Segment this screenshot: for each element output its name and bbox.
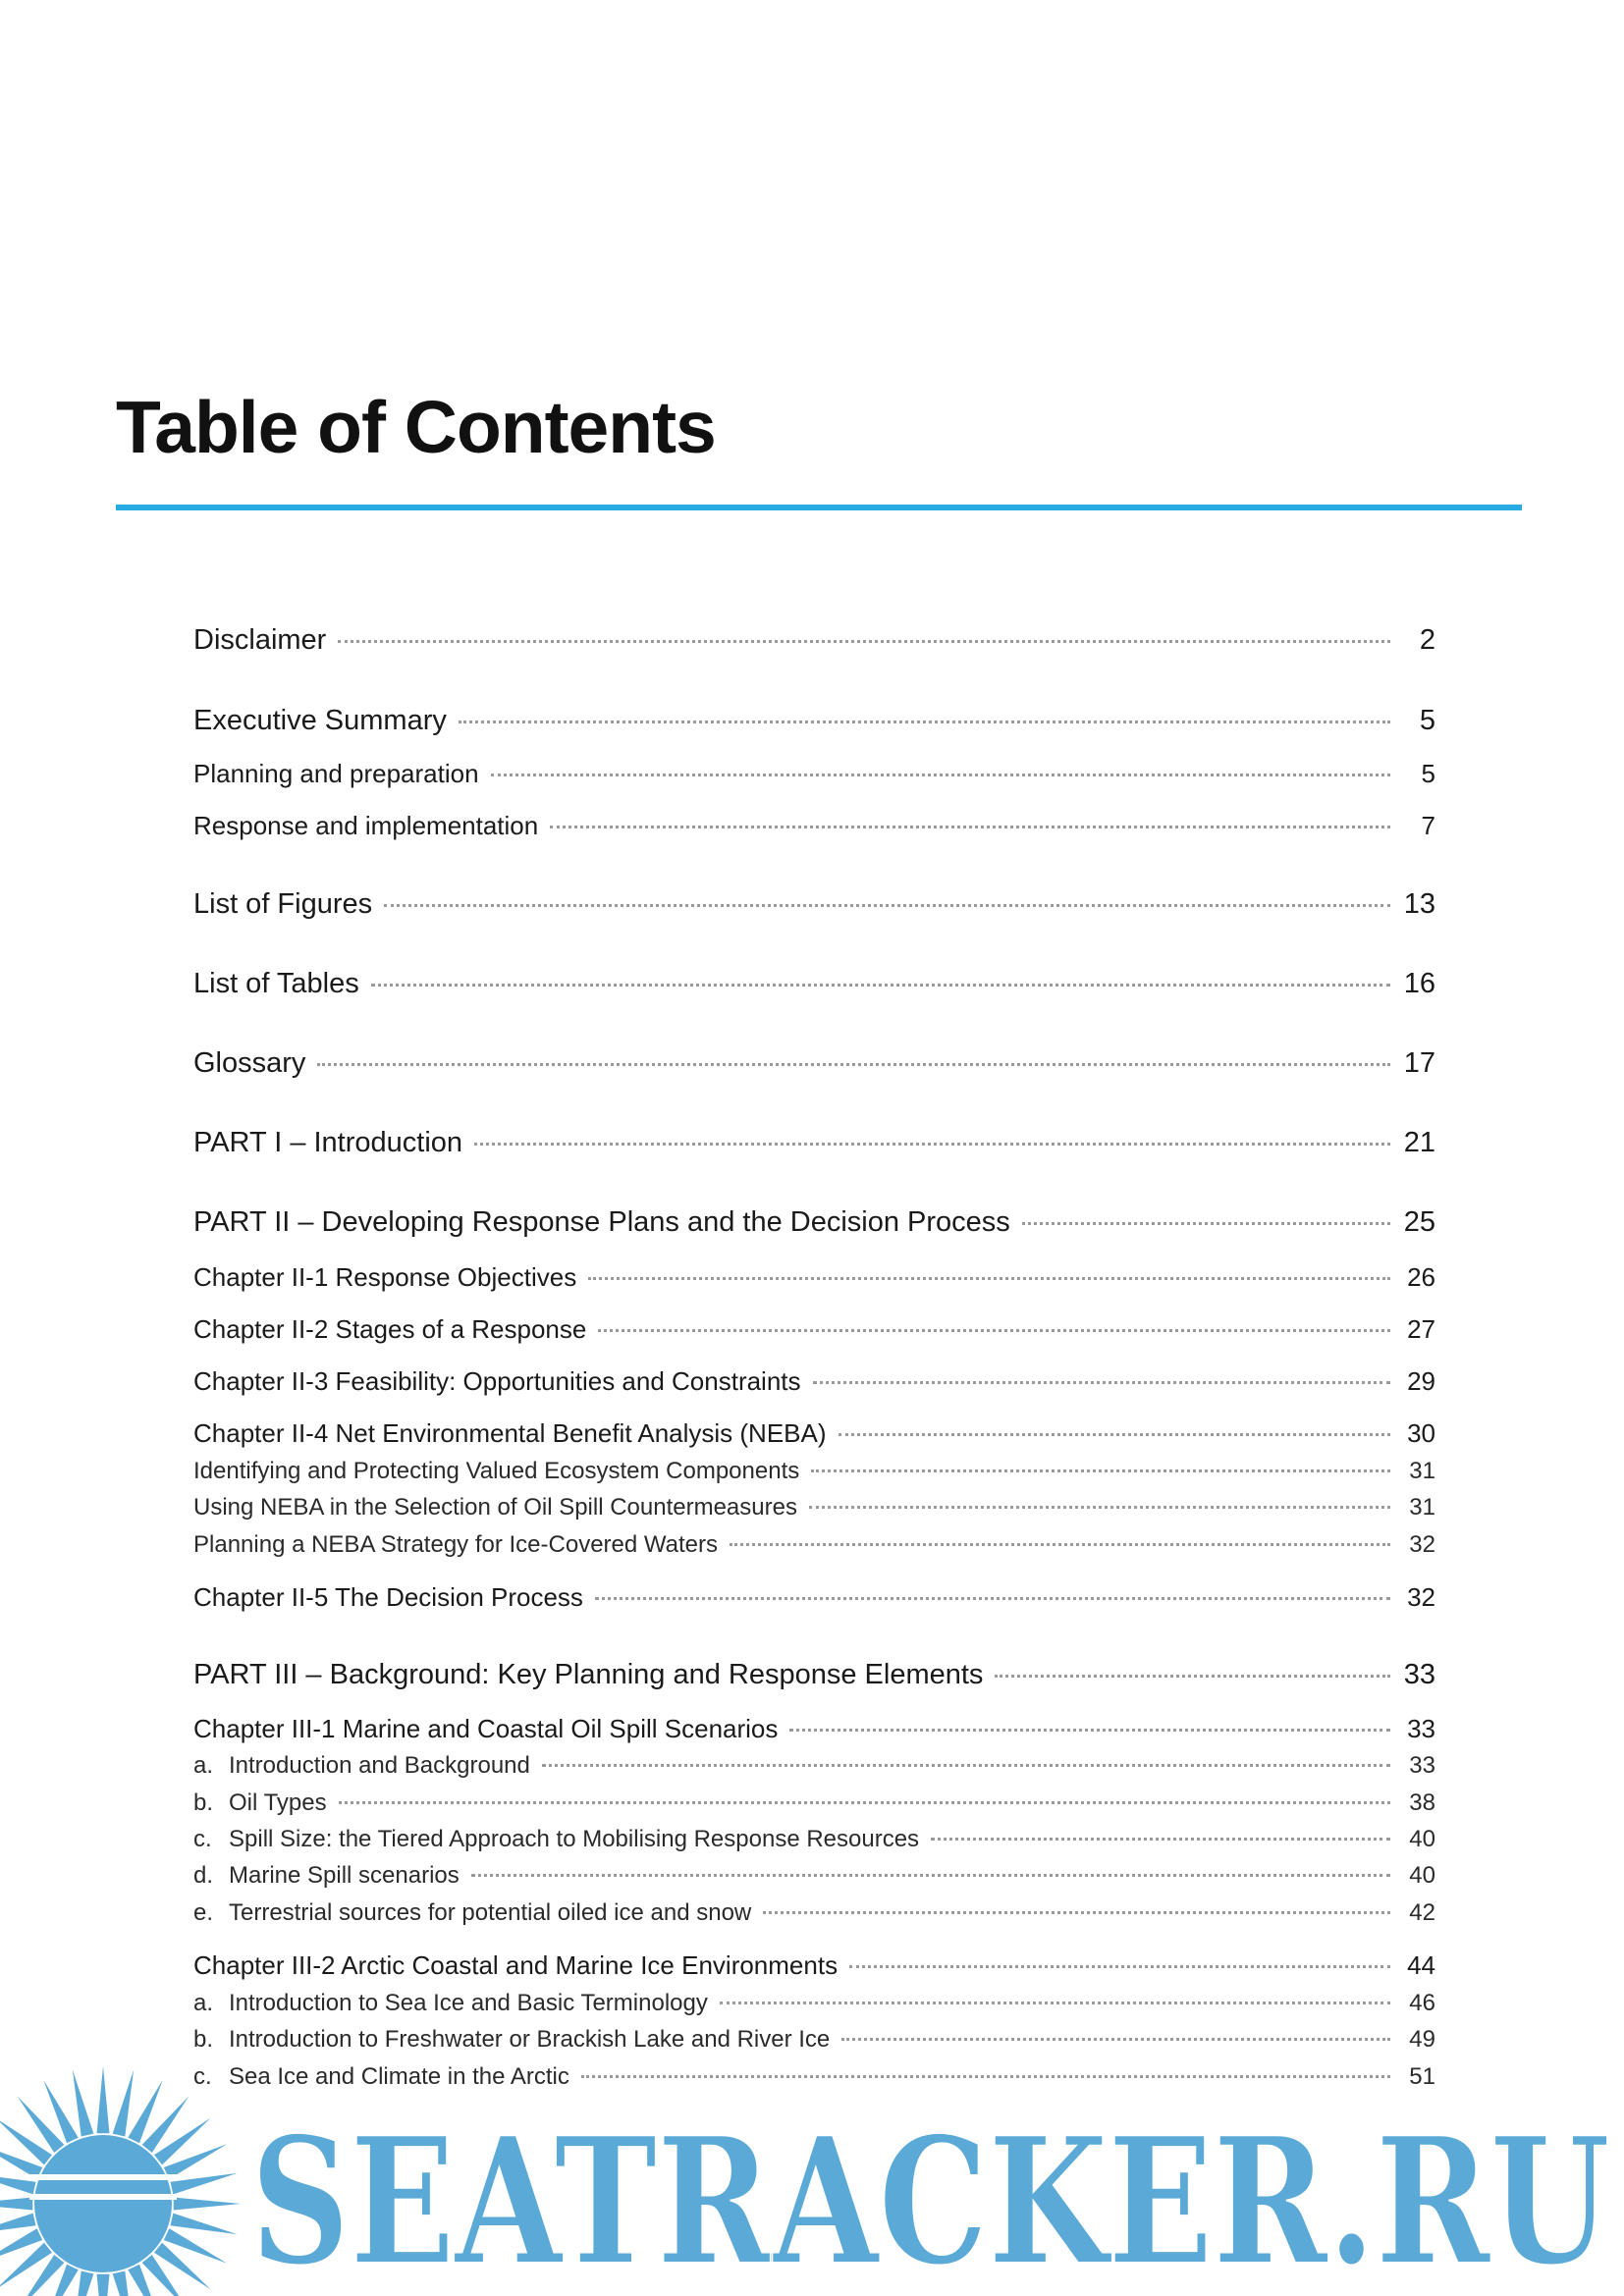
toc-page-number: 16: [1403, 968, 1435, 999]
toc-entry-part-2[interactable]: [193, 1206, 1435, 1239]
toc-label: [193, 1789, 327, 1817]
table-of-contents: [193, 0, 1435, 2296]
sun-ray: [142, 2255, 189, 2296]
toc-label: Response and implementation: [193, 811, 539, 840]
dot-leader: [730, 1543, 1390, 1546]
toc-page-number: 38: [1409, 1789, 1435, 1816]
toc-entry-neba-valued-components[interactable]: [193, 1458, 1435, 1485]
sun-ray: [97, 2274, 110, 2296]
toc-entry-executive-summary[interactable]: [193, 705, 1435, 737]
toc-page-number: 33: [1409, 1752, 1435, 1779]
toc-label: Chapter II-2 Stages of a Response: [193, 1314, 587, 1344]
page-title: Table of Contents: [116, 386, 716, 468]
watermark-text: SEATRACKER.RU: [250, 2099, 1610, 2296]
toc-page-number: 21: [1403, 1127, 1435, 1158]
sun-ray: [170, 2214, 237, 2235]
toc-page-number: 31: [1409, 1458, 1435, 1484]
sun-logo-icon: [0, 2066, 241, 2296]
dot-leader: [595, 1597, 1390, 1600]
toc-entry-chapter-ii-4[interactable]: [193, 1418, 1435, 1449]
toc-page-number: 46: [1409, 1990, 1435, 2016]
toc-page-number: 51: [1409, 2063, 1435, 2090]
toc-label-text: Introduction to Sea Ice and Basic Terminology: [229, 1990, 708, 2016]
toc-label: PART I – Introduction: [193, 1127, 463, 1158]
dot-leader: [474, 1143, 1390, 1146]
toc-prefix: b.: [193, 2026, 214, 2053]
dot-leader: [550, 826, 1390, 828]
toc-page-number: 33: [1407, 1714, 1435, 1743]
toc-page-number: 17: [1403, 1047, 1435, 1079]
sun-ray: [73, 2270, 94, 2296]
dot-leader: [995, 1675, 1390, 1678]
dot-leader: [849, 1965, 1390, 1968]
toc-label: Chapter II-1 Response Objectives: [193, 1262, 577, 1292]
toc-page-number: 44: [1407, 1950, 1435, 1980]
dot-leader: [720, 2002, 1390, 2004]
toc-page-number: 40: [1409, 1862, 1435, 1889]
toc-label: Planning a NEBA Strategy for Ice-Covered Waters: [193, 1531, 719, 1558]
toc-prefix: c.: [193, 2063, 212, 2090]
toc-prefix: e.: [193, 1899, 214, 1926]
toc-entry-disclaimer[interactable]: [193, 624, 1435, 657]
toc-label: [193, 2026, 830, 2054]
toc-entry-response-and-implementation[interactable]: [193, 811, 1435, 841]
sun-ray: [174, 2198, 241, 2211]
dot-leader: [338, 640, 1390, 643]
toc-label: Chapter II-5 The Decision Process: [193, 1582, 583, 1612]
toc-page-number: 31: [1409, 1494, 1435, 1521]
toc-page-number: 26: [1407, 1262, 1435, 1292]
toc-entry-iii-1-a[interactable]: [193, 1752, 1435, 1780]
toc-label: PART II – Developing Response Plans and the Decision Process: [193, 1206, 1010, 1238]
dot-leader: [371, 984, 1390, 987]
sun-ray: [170, 2173, 237, 2195]
dot-leader: [491, 774, 1390, 776]
toc-label: Chapter II-4 Net Environmental Benefit Analysis (NEBA): [193, 1418, 827, 1448]
toc-label: List of Tables: [193, 968, 359, 999]
toc-entry-chapter-ii-1[interactable]: [193, 1262, 1435, 1293]
toc-label-text: Marine Spill scenarios: [229, 1862, 460, 1889]
toc-prefix: d.: [193, 1862, 214, 1889]
toc-entry-iii-2-b[interactable]: [193, 2026, 1435, 2054]
dot-leader: [763, 1911, 1390, 1914]
sun-ray: [18, 2255, 65, 2296]
toc-entry-chapter-iii-2[interactable]: [193, 1950, 1435, 1981]
toc-page-number: 33: [1403, 1659, 1435, 1690]
toc-label: Identifying and Protecting Valued Ecosystem Components: [193, 1458, 800, 1484]
toc-label: [193, 1862, 460, 1890]
toc-label-text: Sea Ice and Climate in the Arctic: [229, 2063, 569, 2090]
dot-leader: [542, 1764, 1390, 1767]
watermark: [0, 2056, 1624, 2296]
toc-entry-part-3[interactable]: [193, 1659, 1435, 1691]
toc-page-number: 7: [1421, 811, 1435, 840]
toc-entry-glossary[interactable]: [193, 1047, 1435, 1080]
toc-label: Disclaimer: [193, 624, 327, 656]
dot-leader: [841, 2038, 1390, 2041]
toc-prefix: c.: [193, 1826, 212, 1852]
toc-entry-iii-2-a[interactable]: [193, 1990, 1435, 2017]
dot-leader: [384, 904, 1390, 907]
toc-label: [193, 1990, 708, 2017]
dot-leader: [588, 1277, 1390, 1280]
dot-leader: [813, 1381, 1390, 1384]
toc-prefix: a.: [193, 1990, 214, 2016]
toc-label: Glossary: [193, 1047, 306, 1079]
sun-ray: [0, 2214, 36, 2235]
toc-entry-neba-countermeasures[interactable]: [193, 1494, 1435, 1522]
toc-page-number: 25: [1403, 1206, 1435, 1238]
dot-leader: [471, 1874, 1390, 1877]
toc-label: [193, 1826, 919, 1853]
toc-entry-iii-1-d[interactable]: [193, 1862, 1435, 1890]
toc-page-number: 5: [1421, 759, 1435, 788]
dot-leader: [839, 1433, 1390, 1436]
dot-leader: [339, 1801, 1390, 1804]
toc-entry-chapter-ii-2[interactable]: [193, 1314, 1435, 1345]
toc-page-number: 32: [1407, 1582, 1435, 1612]
toc-label: Planning and preparation: [193, 759, 479, 788]
toc-label: Using NEBA in the Selection of Oil Spill Countermeasures: [193, 1494, 797, 1521]
toc-entry-neba-strategy[interactable]: [193, 1531, 1435, 1559]
dot-leader: [931, 1838, 1390, 1841]
toc-page-number: 42: [1409, 1899, 1435, 1926]
toc-entry-iii-1-b[interactable]: [193, 1789, 1435, 1817]
toc-label-text: Spill Size: the Tiered Approach to Mobilising Response Resources: [229, 1826, 920, 1852]
toc-label-text: Introduction to Freshwater or Brackish Lake and River Ice: [229, 2026, 831, 2053]
toc-page-number: 13: [1403, 888, 1435, 920]
toc-page-number: 32: [1409, 1531, 1435, 1558]
toc-label: PART III – Background: Key Planning and Response Elements: [193, 1659, 984, 1690]
toc-entry-chapter-ii-5[interactable]: [193, 1582, 1435, 1613]
dot-leader: [789, 1729, 1390, 1732]
toc-label: [193, 1899, 751, 1927]
toc-page-number: 40: [1409, 1826, 1435, 1852]
sun-ray: [113, 2070, 135, 2137]
toc-prefix: a.: [193, 1752, 214, 1779]
toc-entry-planning-and-preparation[interactable]: [193, 759, 1435, 789]
toc-label-text: Introduction and Background: [229, 1752, 530, 1779]
dot-leader: [598, 1329, 1390, 1332]
sun-ray: [97, 2066, 110, 2133]
dot-leader: [1022, 1222, 1390, 1225]
toc-entry-part-1[interactable]: [193, 1127, 1435, 1159]
toc-entry-iii-1-e[interactable]: [193, 1899, 1435, 1927]
dot-leader: [317, 1063, 1390, 1066]
toc-label-text: Oil Types: [229, 1789, 327, 1816]
toc-label: Chapter III-2 Arctic Coastal and Marine Ice Environments: [193, 1950, 839, 1980]
toc-label: Executive Summary: [193, 705, 447, 736]
toc-label: [193, 1752, 530, 1780]
toc-page-number: 5: [1419, 705, 1435, 736]
dot-leader: [811, 1469, 1390, 1472]
toc-page-number: 2: [1419, 624, 1435, 656]
toc-label: Chapter II-3 Feasibility: Opportunities and Constraints: [193, 1366, 801, 1396]
toc-page-number: 49: [1409, 2026, 1435, 2053]
toc-page-number: 29: [1407, 1366, 1435, 1396]
toc-label: Chapter III-1 Marine and Coastal Oil Spill Scenarios: [193, 1714, 779, 1743]
toc-label-text: Terrestrial sources for potential oiled ice and snow: [229, 1899, 752, 1926]
toc-label: List of Figures: [193, 888, 373, 920]
sun-ray: [73, 2070, 94, 2137]
toc-entry-chapter-iii-1[interactable]: [193, 1714, 1435, 1744]
toc-entry-iii-1-c[interactable]: [193, 1826, 1435, 1853]
dot-leader: [809, 1506, 1390, 1509]
toc-page-number: 27: [1407, 1314, 1435, 1344]
toc-page-number: 30: [1407, 1418, 1435, 1448]
dot-leader: [459, 721, 1390, 723]
toc-entry-list-of-figures[interactable]: [193, 888, 1435, 921]
sun-ray: [0, 2198, 32, 2211]
toc-entry-list-of-tables[interactable]: [193, 968, 1435, 1000]
toc-entry-chapter-ii-3[interactable]: [193, 1366, 1435, 1397]
toc-prefix: b.: [193, 1789, 214, 1816]
sun-ray: [113, 2270, 135, 2296]
